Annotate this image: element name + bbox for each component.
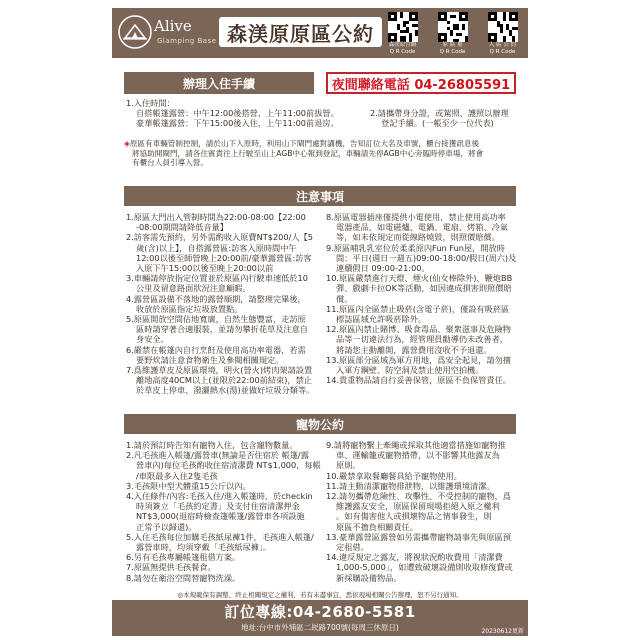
diamond-icon: ◈ [124, 139, 130, 148]
rule-line: 13.豪華露營區露營如另需攜帶寵物請事先與原區預 [326, 531, 511, 542]
rule-line: 身安全。 [136, 334, 169, 345]
qr-area[interactable]: 原 區 量 Q R Code [434, 12, 471, 55]
rule-line: 定租借。 [336, 542, 369, 553]
rule-line: 14.貴重物品請自行妥善保管，原區不負保管責任。 [326, 375, 511, 386]
rule-line: NT$3,000(退宿時檢查篷帳篷/露營車各項設施 [136, 511, 305, 522]
rule-line: 1.原區大門出入管制時間為22:00-08:00【22:00 [126, 212, 306, 222]
rule-line: 4.露營區設備不落地的露營順期，請整理完畢後， [126, 293, 306, 304]
rule-line: 5.原區開放空間佔地寬廣，自然生態豐富，走訪原 [126, 314, 306, 325]
rule-line: 維護露友安全，原區保留現場拒絕入原之權利 [336, 501, 500, 512]
rule-line: 13.原區部分區域為軍方用地，爲安全起見，請勿擅 [326, 354, 511, 365]
checkin-header: 辦理入住手續 [124, 72, 314, 94]
rule-line: 2.訪客需先預約，另外需酌收入原費NT$200/人【5 [126, 232, 313, 243]
footer-bar [112, 600, 528, 636]
rule-line: 9.原區哺乳乳室位於柔柔原內Fun Fun屋，開放時 [326, 242, 505, 253]
rule-line: 公里及留意路面狀況注意顧暇。 [136, 283, 251, 294]
rules-right [326, 212, 520, 385]
rule-line: 12.原區內禁止賭博、吸食毒品、聚衆滋事及危險物 [326, 324, 511, 335]
rule-line: 入軍方鋼壁、防空洞及禁止使用空拍機。 [336, 365, 484, 376]
rule-line: 歲(含)以上】，自搭露營區:訪客入原時間中午 [136, 242, 297, 253]
rule-line: 。如有傷害他人或損壞物品之情事發生，則 [336, 511, 492, 522]
rule-line: 4.入住條件/內容:毛孩入住/進入帳篷時，於checkin [126, 491, 313, 502]
rule-line: 電器產品，如電磁爐、電鍋、電扇、烤箱、冷氣 [336, 222, 508, 233]
rule-line: 連續假日 09:00-21:00。 [336, 263, 430, 274]
tent-logo-icon [118, 15, 152, 49]
rule-line: 彈、戲劇卡拉OK等活動，如因違成損害則照價賠 [336, 283, 512, 294]
qr-code-icon [438, 12, 468, 42]
rule-line: 6.嚴禁在帳篷內自行烹飪及使用高功率電器，若需 [126, 344, 306, 355]
rule-line: 離地高度40CM以上(並限於22:00前結束)，禁止 [136, 375, 312, 386]
rule-line: 車、運輸籠或寵物揹帶，以不影響其他露友為 [336, 450, 500, 461]
rule-line: 收放於原區指定垃圾放置點。 [136, 303, 243, 314]
rule-line: 原則。 [336, 460, 361, 471]
rule-line: 於草皮上停車、潑灑熱水(湯)並做好垃圾分類等。 [136, 385, 315, 396]
qr-code-icon [488, 12, 518, 42]
rule-line: 標誌區域允許吸菸除外。 [336, 314, 427, 325]
rule-line: 營車內)每位毛孩酌收住宿清潔費 NT$1,000，每帳 [136, 460, 321, 471]
vehicle-notice: ◈原區有車輛管制控制，請於山下入原時，利用山下閘門處對講機，告知訂位大名及車號，櫃台接獲訊息後 將協助開閘門，請各住賓責往上行駛至山上AGB中心報到登記，車輛請先停AGB中心旁臨時停車場，將會 有櫃台人員引導入營。 [124, 139, 484, 168]
pets-left [126, 440, 322, 583]
rule-line: 露營車時，均須穿戴「毛孩紙尿褲」。 [136, 542, 272, 553]
page-title: 森渼原原區公約 [219, 17, 382, 47]
rule-line: 時須簽立「毛孩約定書」及支付住宿清潔押金 [136, 501, 300, 512]
address: 地址:台中市外埔區二崁路700號(每周三休原日) [241, 623, 399, 632]
rule-line: 區時請穿著合適服裝，並請勿攀折花草及注意自 [136, 324, 308, 335]
rule-line: 5.入住毛孩每位加購毛孩紙尿褲1件，毛孩進入帳篷/ [126, 531, 314, 542]
rule-line: 11.請主動清潔寵物排泄物，以維護環境清潔。 [326, 480, 495, 491]
qr-website[interactable]: 森渼原官網 Q R Code [384, 12, 421, 55]
rule-line: 將請您主動離開，露營費用沒收不予退還。 [336, 344, 492, 355]
rule-line: 3.毛孩限中型犬體重15公斤以內。 [126, 480, 251, 491]
rule-line: 2.凡毛孩進入帳篷/露營車(無論是否住宿於 帳篷/露 [126, 450, 309, 461]
checkin-id: 2.請攜帶身分證，或駕照、護照以辦理 登記手續。(一帳至少一位代表) [370, 108, 509, 129]
rule-line: 品等一切違法行為，經管理員勸導仍未改善者， [336, 334, 508, 345]
qr-rules[interactable]: 入 區 公 約 Q R Code [484, 12, 521, 55]
rule-line: 8.原區電器插座僅提供小電使用，禁止使用高功率 [326, 212, 506, 222]
rule-line: 12.請勿攜帶危險性、攻擊性、不受控制的寵物，爲 [326, 491, 511, 502]
rule-line: 1.請於預訂時告知有寵物入住，包含寵物數量。 [126, 440, 298, 450]
pets-header: 寵物公約 [124, 414, 516, 434]
rule-line: 間：平日(週日一週五)09:00-18:00/假日(周六)及 [336, 252, 517, 263]
rule-line: 1,000-5,000」，如遭致破壞設備則收取修復費或 [336, 562, 513, 573]
rule-line: 要野炊請注意食物衛生及參閱相關規定。 [136, 354, 284, 365]
brand-name: Alive [154, 17, 192, 35]
qr-code-icon [388, 12, 418, 42]
rule-line: 6.另有毛孩專屬帳篷租借方案。 [126, 552, 241, 563]
brand-subtitle: Glamping Base [157, 37, 217, 45]
rule-line: 14.違反規定之露友，將視狀況酌收費用「清潔費 [326, 552, 503, 563]
rule-line: 新採購設備物品。 [336, 572, 402, 583]
rule-line: 入原下午15:00以後至晚上20:00以前 [136, 263, 274, 274]
rule-line: 10.原區嚴禁進行天燈、煙火(仙女棒除外)、鞭炮BB [326, 273, 513, 284]
rule-line: 12:00以後至師營晚上20:00前/豪華露營區:訪客 [136, 252, 312, 263]
rule-line: 10.嚴禁拿取餐廳餐具給予寵物使用。 [326, 470, 462, 481]
rule-line: 8.請勿在衛浴空間替寵物洗澡。 [126, 572, 241, 583]
pets-right [326, 440, 520, 583]
rule-line: /車限最多入住2隻毛孩 [136, 470, 218, 481]
rule-line: 7.爲維護草皮及原區環境，明火(營火)烤肉架請設置 [126, 365, 313, 376]
rule-line: 11.原區內全區禁止吸菸(含電子菸)，僅設有吸菸區 [326, 303, 510, 314]
rules-left [126, 212, 322, 396]
rule-line: 9.請將寵物繫上牽繩或採取其他適當措施如寵物推 [326, 440, 506, 450]
header-bar [112, 8, 528, 58]
night-phone[interactable]: 夜間聯絡電話 04-26805591 [326, 72, 516, 94]
rule-line: 償。 [336, 293, 353, 304]
rule-line: 等，如未依規定而從線路燒毀，則照價賠償。 [336, 232, 500, 243]
rules-header: 注意事項 [124, 186, 516, 206]
rule-line: -08:00期間請降低音量】 [136, 222, 229, 233]
poster [112, 8, 528, 636]
rule-line: 3.車輛請停放指定位置並於原區內行駛車速低於10 [126, 273, 308, 284]
update-date: 20230612更新 [481, 628, 524, 635]
checkin-time: 1.入住時間： 自搭帳篷露營：中午12:00後搭營，上午11:00前拔營。 豪華帳篷露營：下午15:00後入住，上午11:00前退房。 [126, 98, 339, 129]
booking-phone[interactable]: 訂位專線:04-2680-5581 [224, 603, 416, 621]
rule-line: 正常予以歸還)。 [136, 521, 197, 532]
disclaimer-note: ◎本規範保有調整、終止相關規定之權利，若有未盡事宜，悉依現場相關公告辦理，恕不另行通知。 [177, 591, 463, 599]
rule-line: 7.原區無提供毛孩餐食。 [126, 562, 216, 573]
rule-line: 原區不擔負相關責任。 [336, 521, 418, 532]
